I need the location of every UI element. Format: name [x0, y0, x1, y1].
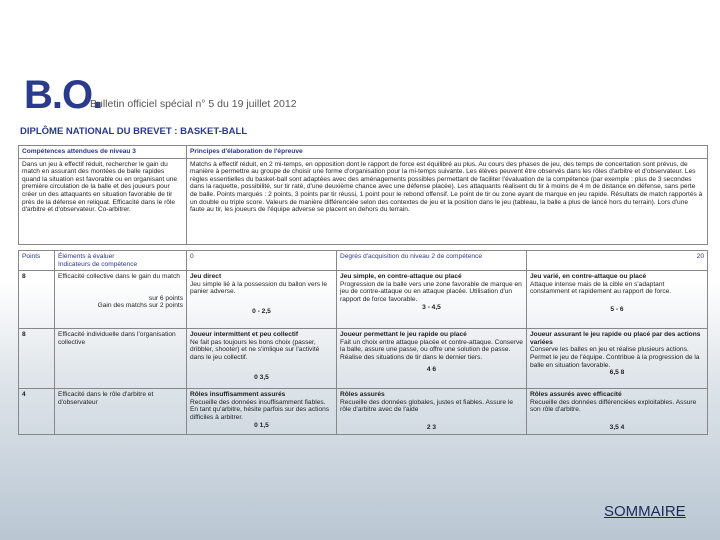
elements-header-line1: Éléments à évaluer — [58, 253, 115, 260]
row-element — [55, 329, 187, 389]
level-score: 5 - 6 — [610, 305, 624, 313]
row-points: 8 — [19, 329, 55, 389]
page-title: DIPLÔME NATIONAL DU BREVET : BASKET-BALL — [20, 126, 248, 137]
principles-text: Matchs à effectif réduit, en 2 mi-temps, en opposition dont le rapport de force est équilibré au plus. Au cours des phases de jeu, des temps de concertation sont prévus, de manière à permettre au groupe de choisir une forme d'organisation pour la mi-temps suivante. Les élèves peuvent être observés dans les rôles d'arbitre et d'observateur. Les règles essentielles du basket-ball sont adaptées avec des aménagements possibles permettant de faciliter l'évaluation de la compétence (par exemple : plus de 3 secondes dans la raquette, possibilité, sur tir raté, d'une deuxième chance avec une défense placée). Les attaquants réalisent du tir à moins de 4 m de distance en défense, sans perte de balle. Points marqués : 2 points, 3 points par tir réussi, 1 point pour le rebond offensif. Le point de tir ou zone ayant de marque en jeu rapide. Résultats de match rapportés à un double ou triple score. Valeurs de manière différenciée selon des contextes de jeu et la position dans le jeu (tableau, la balle a plus de lancé hors du terrain). Lors d'une faute au tir, les joueurs de l'équipe adverse se placent en dehors du terrain. — [187, 158, 708, 244]
row-element-label: Efficacité dans le rôle d'arbitre et d'observateur — [58, 391, 154, 406]
level-title: Joueur intermittent et peu collectif — [190, 331, 299, 339]
level-title: Joueur assurant le jeu rapide ou placé par des actions variées — [530, 331, 701, 346]
row-points: 4 — [19, 389, 55, 435]
row-level-3 — [527, 271, 708, 329]
competence-header: Compétences attendues de niveau 3 — [19, 146, 187, 159]
row-element-sub2: Gain des matchs sur 2 points — [97, 302, 183, 310]
row-element-label: Efficacité collective dans le gain du match — [58, 273, 180, 281]
level-score: 3,5 4 — [609, 423, 625, 431]
elements-header-line2: Indicateurs de compétence — [58, 260, 138, 268]
grid-row — [19, 389, 708, 435]
level-text: Recueille des données différenciées exploitables. Assure son rôle d'arbitre. — [530, 398, 697, 414]
level-score: 2 3 — [426, 423, 437, 431]
row-element-sub1: sur 6 points — [148, 294, 183, 302]
level-title: Rôles insuffisamment assurés — [190, 391, 286, 399]
degrees-header: Degrés d'acquisition du niveau 2 de compétence — [337, 251, 527, 271]
row-level-3 — [527, 329, 708, 389]
level-text: Jeu simple lié à la possession du ballon vers le panier adverse. — [190, 280, 328, 296]
row-level-2 — [337, 329, 527, 389]
level-score: 3 - 4,5 — [422, 303, 441, 311]
grid-row — [19, 329, 708, 389]
level-title: Rôles assurés — [340, 391, 385, 399]
row-level-2 — [337, 389, 527, 435]
evaluation-grid — [18, 250, 708, 435]
row-level-1 — [187, 329, 337, 389]
elements-header — [55, 251, 187, 271]
level-title: Jeu simple, en contre-attaque ou placé — [340, 273, 462, 281]
row-points: 8 — [19, 271, 55, 329]
row-level-3 — [527, 389, 708, 435]
level-score: 0 1,5 — [254, 421, 269, 429]
level-title: Joueur permettant le jeu rapide ou placé — [340, 331, 467, 339]
level-text: Conserve les balles en jeu et réalise plusieurs actions. Permet le jeu de l'équipe. Contribue à la progression de la balle en situation favorable. — [530, 346, 700, 369]
level-score: 0 3,5 — [254, 373, 269, 381]
row-level-1 — [187, 271, 337, 329]
level-score: 0 - 2,5 — [252, 307, 271, 315]
zero-header: 0 — [187, 251, 337, 271]
principles-header: Principes d'élaboration de l'épreuve — [187, 146, 708, 159]
row-level-1 — [187, 389, 337, 435]
grid-row — [19, 271, 708, 329]
row-element — [55, 271, 187, 329]
level-text: Progression de la balle vers une zone favorable de marque en jeu de contre-attaque ou en attaque placée. Utilisation d'un rapport de force favorable. — [340, 280, 522, 303]
level-title: Jeu direct — [190, 273, 222, 281]
bo-logo: B.O. — [24, 73, 103, 117]
level-text: Ne fait pas toujours les bons choix (passer, dribbler, shooter) et ne s'imlique sur l'activité dans le jeu collectif. — [190, 338, 320, 361]
competence-text: Dans un jeu à effectif réduit, rechercher le gain du match en assurant des montées de balle rapides quand la situation est favorable ou en organisant une première circulation de la balle et des joueurs pour créer un des attaquants en situation favorable de tir près de la défense en reliquat. Efficacité dans le rôle d'arbitre et d'observateur. Co-arbitrer. — [19, 158, 187, 244]
points-header: Points — [19, 251, 55, 271]
row-level-2 — [337, 271, 527, 329]
row-element — [55, 389, 187, 435]
level-score: 6,5 8 — [609, 369, 625, 377]
level-text: Recueille des données globales, justes et fiables. Assure le rôle d'arbitre avec de l'aide — [340, 398, 514, 414]
level-text: Attaque intense mais de la cible en s'adaptant constamment et rapidement au rapport de force. — [530, 280, 672, 296]
bulletin-reference: Bulletin officiel spécial n° 5 du 19 juillet 2012 — [90, 98, 297, 110]
level-text: Recueille des données insuffisamment fiables. En tant qu'arbitre, hésite parfois sur des actions difficiles à arbitrer. — [190, 398, 330, 421]
row-element-label: Efficacité individuelle dans l'organisation collective — [58, 331, 176, 346]
sommaire-link[interactable]: SOMMAIRE — [604, 503, 686, 520]
level-title: Jeu varié, en contre-attaque ou placé — [530, 273, 647, 281]
twenty-header: 20 — [527, 251, 708, 271]
competence-table — [18, 145, 708, 245]
level-title: Rôles assurés avec efficacité — [530, 391, 622, 399]
level-score: 4 6 — [426, 365, 437, 373]
level-text: Fait un choix entre attaque placée et contre-attaque. Conserve la balle, assure une passe, ou offre une solution de passe. Réalise des situations de tir dans le dernier tiers. — [340, 338, 523, 361]
